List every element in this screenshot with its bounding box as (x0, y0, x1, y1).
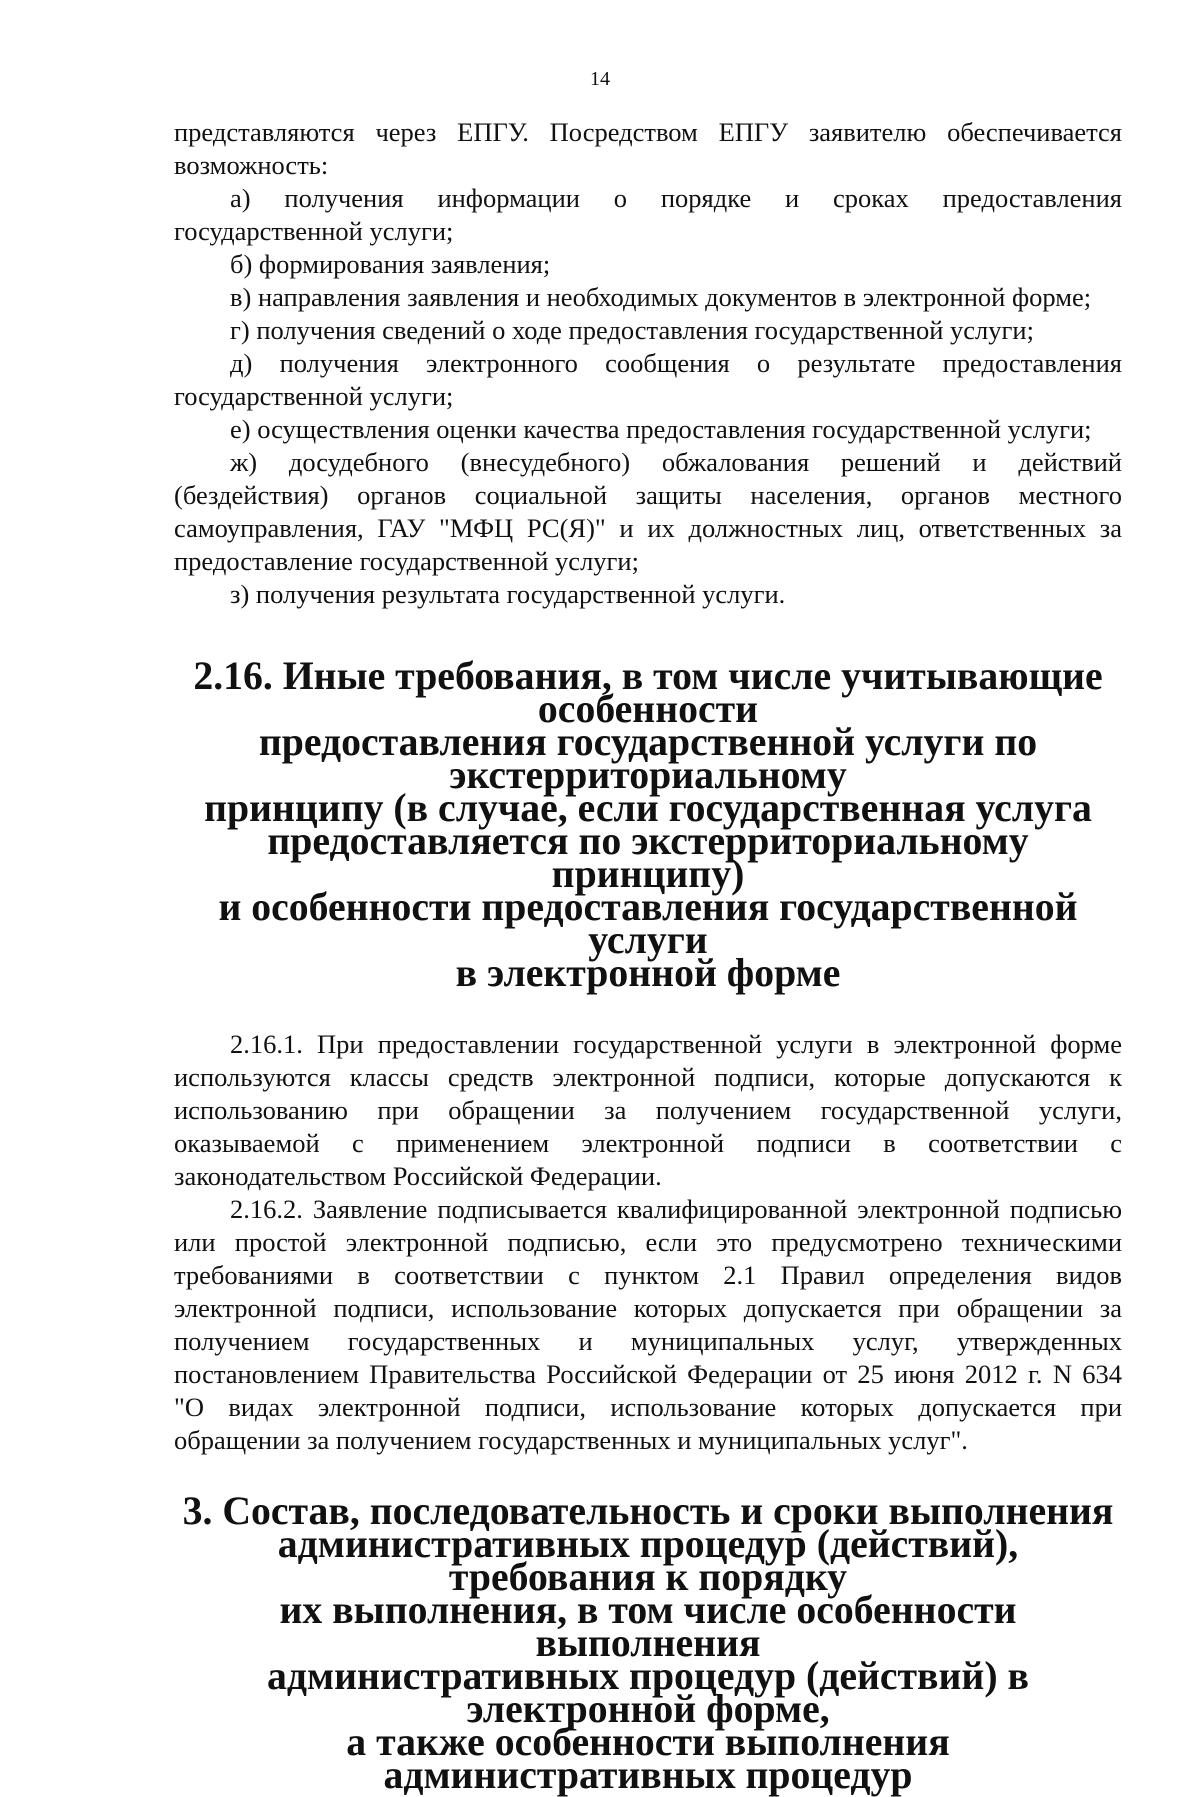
paragraph-intro: представляются через ЕПГУ. Посредством ЕПГУ заявителю обеспечивается возможность: (174, 117, 1122, 180)
paragraph-2-16-2: 2.16.2. Заявление подписывается квалифицированной электронной подписью или простой электронной подписью, если это предусмотрено техническими требованиями в соответствии с пунктом 2.1 Правил определения видов электронной подписи, использование которых допускается при обращении за получением государственных и муниципальных услуг, утвержденных постановлением Правительства Российской Федерации от 25 июня 2012 г. N 634 "О видах электронной подписи, использование которых допускается при обращении за получением государственных и муниципальных услуг". (174, 1194, 1122, 1455)
section-heading-3 (174, 1489, 1122, 1797)
list-item-b: б) формирования заявления; (230, 249, 551, 279)
heading-line: их выполнения, в том числе особенности выполнения (279, 1588, 1017, 1665)
heading-line: предоставляется по экстерриториальному принципу) (267, 819, 1029, 896)
list-item-g: г) получения сведений о ходе предоставления государственной услуги; (230, 315, 1034, 345)
paragraph-2-16-1: 2.16.1. При предоставлении государственной услуги в электронной форме используются классы средств электронной подписи, которые допускаются к использованию при обращении за получением государственной услуги, оказываемой с применением электронной подписи в соответствии с законодательством Российской Федерации. (174, 1029, 1122, 1191)
heading-line: 3. Состав, последовательность и сроки выполнения (182, 1489, 1114, 1533)
list-item-e: е) осуществления оценки качества предоставления государственной услуги; (230, 414, 1092, 444)
list-item-z: з) получения результата государственной услуги. (230, 579, 786, 609)
heading-line: принципу (в случае, если государственная услуга (204, 786, 1092, 830)
heading-line: предоставления государственной услуги по экстерриториальному (258, 720, 1038, 797)
list-item-d: д) получения электронного сообщения о результате предоставления государственной услуги; (174, 348, 1122, 411)
list-item-v: в) направления заявления и необходимых документов в электронной форме; (230, 282, 1092, 312)
document-body (174, 116, 1122, 1797)
heading-line: в электронной форме (455, 951, 841, 995)
page-number: 14 (590, 68, 610, 90)
heading-line: административных процедур (действий), требования к порядку (277, 1522, 1019, 1599)
heading-line: 2.16. Иные требования, в том числе учитывающие особенности (193, 654, 1103, 731)
heading-line: а также особенности выполнения административных процедур (346, 1720, 950, 1797)
list-item-a: а) получения информации о порядке и сроках предоставления государственной услуги; (174, 183, 1122, 246)
section-heading-2-16 (174, 654, 1122, 995)
heading-line: и особенности предоставления государственной услуги (218, 885, 1078, 962)
list-item-zh: ж) досудебного (внесудебного) обжалования решений и действий (бездействия) органов социальной защиты населения, органов местного самоуправления, ГАУ "МФЦ РС(Я)" и их должностных лиц, ответственных за предоставление государственной услуги; (174, 447, 1122, 576)
heading-line: административных процедур (действий) в электронной форме, (267, 1654, 1029, 1731)
